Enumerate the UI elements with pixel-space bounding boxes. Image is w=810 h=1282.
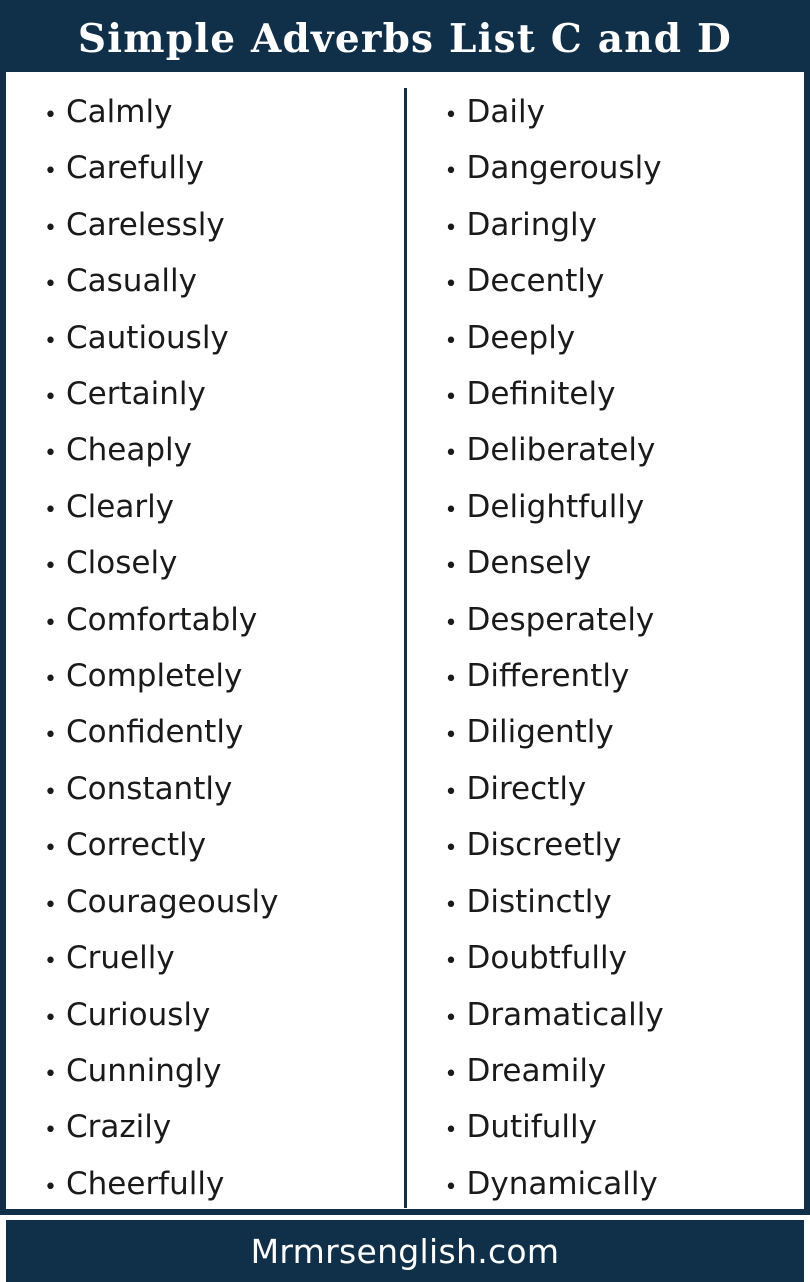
- list-item: [6, 763, 404, 819]
- adverb-word: Comfortably: [66, 601, 258, 638]
- bullet-icon: •: [444, 441, 458, 467]
- bullet-icon: •: [444, 1118, 458, 1144]
- bullet-icon: •: [44, 779, 57, 805]
- adverb-list-c: [6, 86, 404, 1214]
- bullet-icon: •: [44, 215, 57, 241]
- adverb-word: Completely: [66, 658, 243, 695]
- list-item: [407, 424, 805, 480]
- adverb-word: Directly: [466, 770, 587, 807]
- list-item: [407, 86, 805, 142]
- adverb-word: Distinctly: [466, 883, 612, 920]
- bullet-icon: •: [444, 272, 458, 298]
- bullet-icon: •: [444, 610, 458, 636]
- adverb-word: Clearly: [66, 488, 175, 525]
- list-item: [407, 1101, 805, 1157]
- list-item: [407, 706, 805, 762]
- adverb-column-d: [407, 86, 805, 1214]
- list-item: [407, 650, 805, 706]
- list-item: [6, 537, 404, 593]
- bullet-icon: •: [44, 667, 57, 693]
- bullet-icon: •: [44, 1174, 57, 1200]
- bullet-icon: •: [444, 1174, 458, 1200]
- list-item: [407, 312, 805, 368]
- list-item: [6, 594, 404, 650]
- adverb-word: Differently: [466, 658, 630, 695]
- bullet-icon: •: [44, 159, 57, 185]
- bullet-icon: •: [444, 667, 458, 693]
- bullet-icon: •: [44, 103, 57, 128]
- adverb-word: Certainly: [66, 376, 206, 413]
- bullet-icon: •: [444, 949, 458, 975]
- adverb-word: Dramatically: [466, 996, 664, 1033]
- list-item: [6, 1101, 404, 1157]
- bullet-icon: •: [44, 272, 57, 298]
- bullet-icon: •: [444, 1061, 458, 1087]
- bullet-icon: •: [444, 385, 458, 411]
- adverb-word: Confidently: [66, 714, 244, 751]
- bullet-icon: •: [44, 892, 57, 918]
- list-item: [407, 142, 805, 198]
- bullet-icon: •: [444, 836, 458, 862]
- adverb-word: Doubtfully: [466, 940, 627, 977]
- list-item: [6, 650, 404, 706]
- list-item: [407, 255, 805, 311]
- adverb-word: Cautiously: [66, 319, 229, 356]
- adverb-word: Calmly: [66, 94, 173, 130]
- bullet-icon: •: [444, 328, 458, 354]
- adverb-word: Dutifully: [466, 1109, 597, 1146]
- bullet-icon: •: [44, 723, 57, 749]
- adverb-word: Dreamily: [466, 1052, 607, 1089]
- adverb-word: Carelessly: [66, 206, 225, 243]
- list-item: [6, 481, 404, 537]
- bullet-icon: •: [44, 385, 57, 411]
- list-item: [407, 989, 805, 1045]
- poster-footer: [6, 1220, 804, 1282]
- bullet-icon: •: [44, 554, 57, 580]
- adverb-word: Curiously: [66, 996, 211, 1033]
- adverbs-columns: [6, 72, 804, 1220]
- bullet-icon: •: [444, 159, 458, 185]
- list-item: [407, 537, 805, 593]
- bullet-icon: •: [44, 441, 57, 467]
- bullet-icon: •: [444, 554, 458, 580]
- bullet-icon: •: [444, 779, 458, 805]
- page-title: Simple Adverbs List C and D: [77, 16, 733, 62]
- list-item: [6, 142, 404, 198]
- bullet-icon: •: [44, 497, 57, 523]
- adverb-word: Daringly: [466, 206, 598, 243]
- list-item: [6, 932, 404, 988]
- bullet-icon: •: [444, 892, 458, 918]
- adverb-word: Desperately: [466, 601, 655, 638]
- list-item: [407, 481, 805, 537]
- adverb-word: Diligently: [466, 714, 614, 751]
- adverb-word: Constantly: [66, 770, 233, 807]
- adverb-word: Densely: [466, 545, 592, 582]
- list-item: [407, 932, 805, 988]
- list-item: [407, 819, 805, 875]
- list-item: [6, 199, 404, 255]
- adverb-word: Cheerfully: [66, 1165, 225, 1202]
- bullet-icon: •: [444, 1005, 458, 1031]
- bullet-icon: •: [44, 836, 57, 862]
- bullet-icon: •: [44, 949, 57, 975]
- adverb-word: Cruelly: [66, 940, 175, 977]
- adverb-word: Decently: [466, 263, 605, 300]
- adverb-list-d: [407, 86, 805, 1214]
- adverb-word: Cunningly: [66, 1052, 222, 1089]
- adverb-column-c: [6, 86, 404, 1214]
- list-item: [407, 199, 805, 255]
- bullet-icon: •: [444, 497, 458, 523]
- adverb-word: Delightfully: [466, 488, 645, 525]
- adverb-word: Correctly: [66, 827, 207, 864]
- bullet-icon: •: [444, 723, 458, 749]
- adverb-word: Deliberately: [466, 432, 656, 469]
- bullet-icon: •: [444, 215, 458, 241]
- list-item: [6, 989, 404, 1045]
- adverb-word: Discreetly: [466, 827, 622, 864]
- adverb-word: Closely: [66, 545, 178, 582]
- bullet-icon: •: [444, 103, 458, 128]
- list-item: [407, 876, 805, 932]
- list-item: [6, 86, 404, 142]
- list-item: [6, 876, 404, 932]
- list-item: [407, 1045, 805, 1101]
- bullet-icon: •: [44, 610, 57, 636]
- bullet-icon: •: [44, 328, 57, 354]
- adverb-word: Deeply: [466, 319, 576, 356]
- list-item: [6, 1158, 404, 1214]
- list-item: [6, 312, 404, 368]
- list-item: [6, 424, 404, 480]
- adverb-word: Crazily: [66, 1109, 172, 1146]
- adverb-word: Daily: [466, 94, 545, 130]
- list-item: [407, 1158, 805, 1214]
- bullet-icon: •: [44, 1005, 57, 1031]
- adverb-word: Cheaply: [66, 432, 192, 469]
- adverb-word: Dynamically: [466, 1165, 658, 1202]
- bullet-icon: •: [44, 1118, 57, 1144]
- adverb-word: Carefully: [66, 150, 204, 187]
- list-item: [6, 1045, 404, 1101]
- list-item: [6, 368, 404, 424]
- adverb-word: Casually: [66, 263, 198, 300]
- list-item: [6, 706, 404, 762]
- list-item: [6, 255, 404, 311]
- adverb-word: Courageously: [66, 883, 279, 920]
- poster-header: [6, 6, 804, 72]
- list-item: [407, 594, 805, 650]
- list-item: [407, 368, 805, 424]
- list-item: [6, 819, 404, 875]
- website-credit: Mrmrsenglish.com: [250, 1231, 560, 1271]
- list-item: [407, 763, 805, 819]
- adverb-word: Dangerously: [466, 150, 662, 187]
- adverb-word: Definitely: [466, 376, 616, 413]
- bullet-icon: •: [44, 1061, 57, 1087]
